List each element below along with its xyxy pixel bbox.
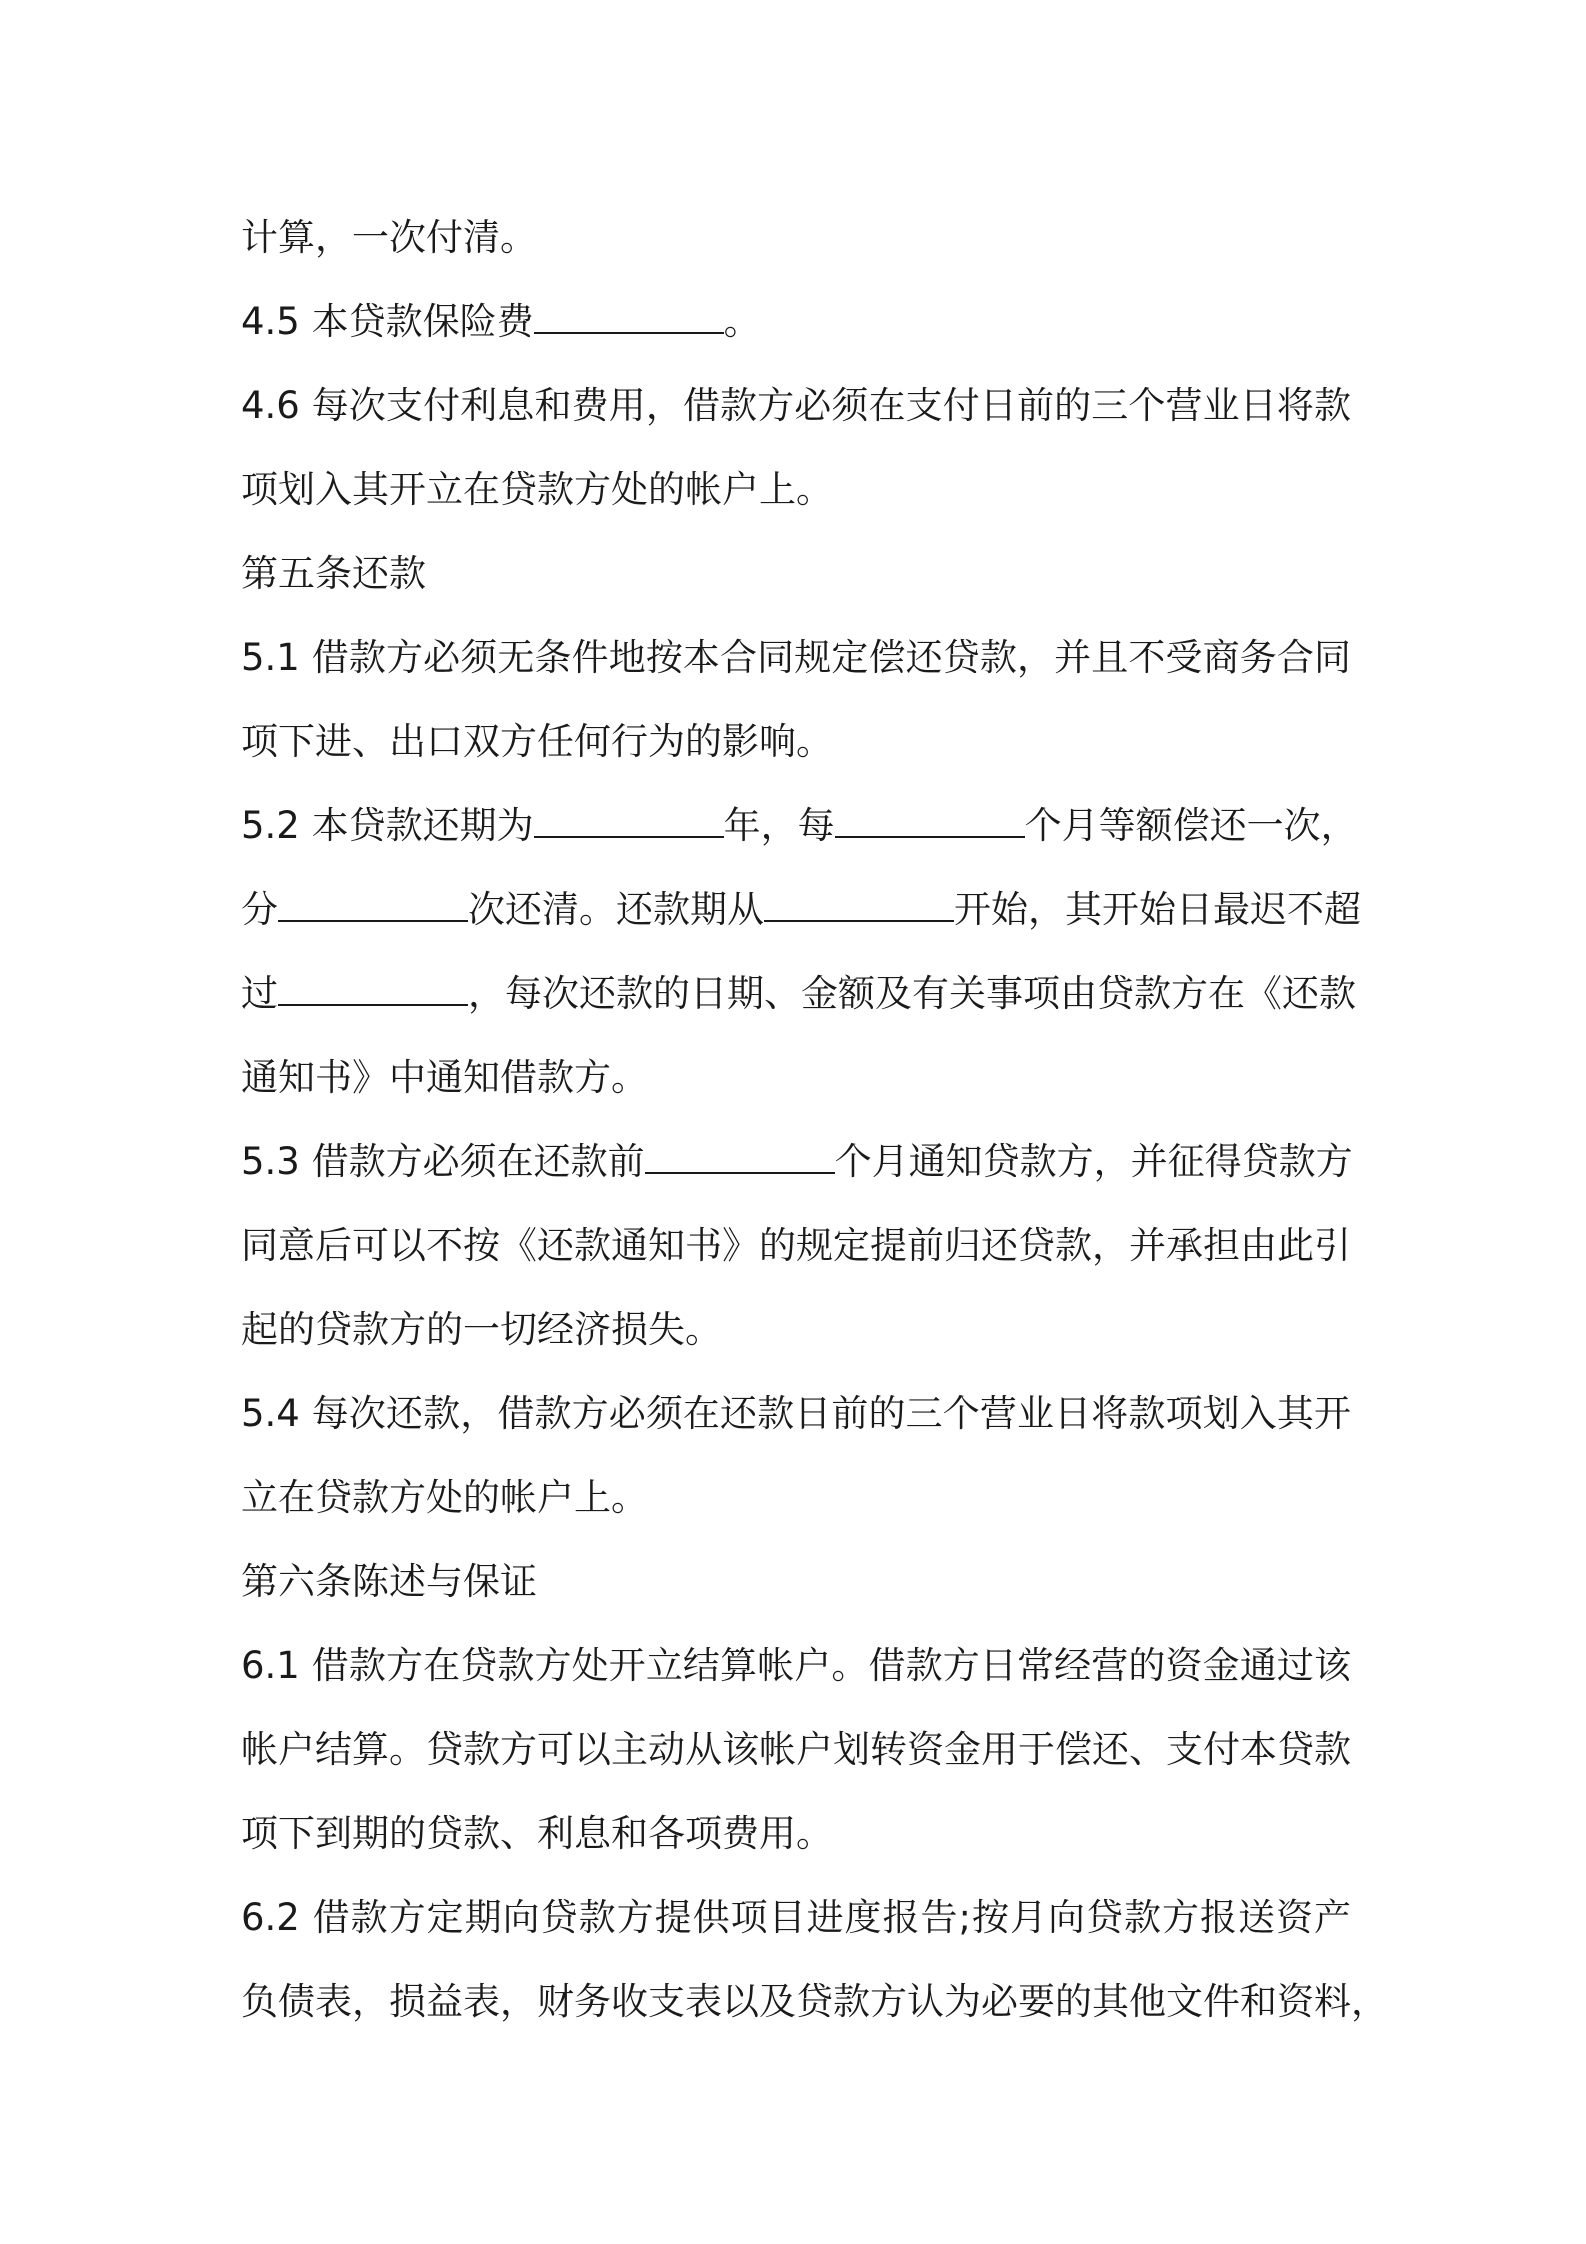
- line-text: 开始，其开始日最迟不超: [954, 888, 1361, 931]
- line-text: 5.2 本贷款还期为: [241, 804, 534, 847]
- line-text: 通知书》中通知借款方。: [241, 1056, 648, 1099]
- line-text: 个月等额偿还一次，: [1024, 804, 1358, 847]
- fill-in-blank: [278, 894, 468, 922]
- line-text: 帐户结算。贷款方可以主动从该帐户划转资金用于偿还、支付本贷款: [241, 1728, 1351, 1771]
- line-text: 6.2 借款方定期向贷款方提供项目进度报告;按月向贷款方报送资产: [241, 1896, 1351, 1939]
- text-line: [241, 1288, 1351, 1372]
- line-text: 5.3 借款方必须在还款前: [241, 1140, 645, 1183]
- line-text: 同意后可以不按《还款通知书》的规定提前归还贷款，并承担由此引: [241, 1224, 1351, 1267]
- fill-in-blank: [278, 978, 468, 1006]
- text-line: [241, 868, 1361, 952]
- text-line: [241, 448, 1351, 532]
- document-body: [241, 196, 1388, 2044]
- text-line: [241, 1960, 1388, 2044]
- section-heading: 第五条还款: [241, 552, 426, 595]
- line-text: 5.4 每次还款，借款方必须在还款日前的三个营业日将款项划入其开: [241, 1392, 1351, 1435]
- text-line-clause-4-5: [241, 280, 1351, 364]
- line-text: 负债表，损益表，财务收支表以及贷款方认为必要的其他文件和资料，: [241, 1980, 1388, 2023]
- line-text: 个月通知贷款方，并征得贷款方: [834, 1140, 1353, 1183]
- line-text: 过: [241, 972, 278, 1015]
- text-line-clause-6-2: [241, 1876, 1351, 1960]
- text-line-clause-6-1: [241, 1624, 1351, 1708]
- line-text: 项划入其开立在贷款方处的帐户上。: [241, 468, 833, 511]
- section-heading-article-6: [241, 1540, 1351, 1624]
- text-line-clause-5-2: [241, 784, 1358, 868]
- line-text: 6.1 借款方在贷款方处开立结算帐户。借款方日常经营的资金通过该: [241, 1644, 1351, 1687]
- fill-in-blank: [534, 810, 724, 838]
- fill-in-blank: [835, 810, 1025, 838]
- line-text: 项下到期的贷款、利息和各项费用。: [241, 1812, 833, 1855]
- line-text: ，每次还款的日期、金额及有关事项由贷款方在《还款: [468, 972, 1356, 1015]
- text-line: [241, 1792, 1351, 1876]
- fill-in-blank: [645, 1146, 835, 1174]
- section-heading-article-5: [241, 532, 1351, 616]
- line-text: 5.1 借款方必须无条件地按本合同规定偿还贷款，并且不受商务合同: [241, 636, 1351, 679]
- line-text: 项下进、出口双方任何行为的影响。: [241, 720, 833, 763]
- text-line-clause-5-1: [241, 616, 1351, 700]
- line-text: 年，每: [723, 804, 835, 847]
- line-text: 4.6 每次支付利息和费用，借款方必须在支付日前的三个营业日将款: [241, 384, 1351, 427]
- text-line-clause-4-6: [241, 364, 1351, 448]
- line-text: 。: [723, 300, 761, 343]
- text-line: [241, 196, 1351, 280]
- fill-in-blank: [534, 306, 724, 334]
- line-text: 立在贷款方处的帐户上。: [241, 1476, 648, 1519]
- text-line: [241, 1708, 1351, 1792]
- line-text: 分: [241, 888, 278, 931]
- line-text: 次还清。还款期从: [468, 888, 764, 931]
- fill-in-blank: [764, 894, 954, 922]
- line-text: 4.5 本贷款保险费: [241, 300, 534, 343]
- text-line-clause-5-4: [241, 1372, 1351, 1456]
- text-line: [241, 1204, 1351, 1288]
- text-line: [241, 1456, 1351, 1540]
- text-line-clause-5-3: [241, 1120, 1351, 1204]
- line-text: 计算，一次付清。: [241, 216, 537, 259]
- text-line: [241, 952, 1356, 1036]
- text-line: [241, 700, 1351, 784]
- text-line: [241, 1036, 1351, 1120]
- line-text: 起的贷款方的一切经济损失。: [241, 1308, 722, 1351]
- section-heading: 第六条陈述与保证: [241, 1560, 537, 1603]
